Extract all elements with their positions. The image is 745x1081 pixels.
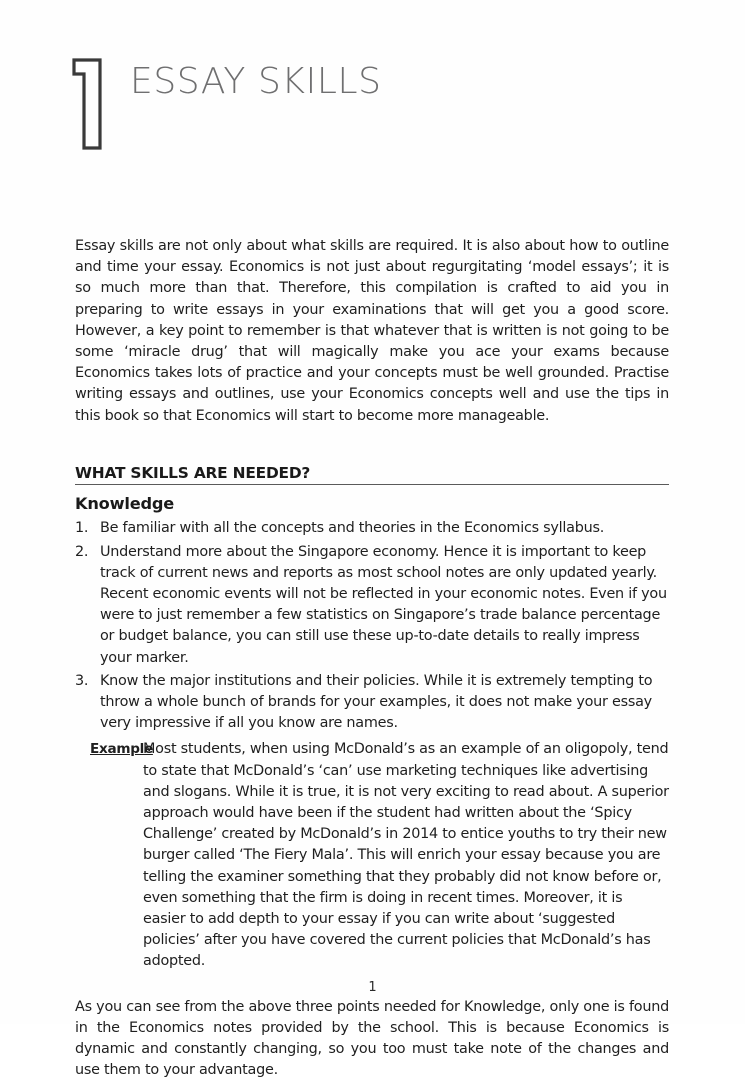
- chapter-header: [62, 52, 672, 162]
- intro-paragraph: Essay skills are not only about what skills are required. It is also about how to outline and time your essay. Economics is not just about regurgitating ‘model essays’; it is so much more than that. Therefore, this compilation is crafted to aid you in preparing to write essays in your examinations that will get you a good score. However, a key point to remember is that whatever that is written is not going to be some ‘miracle drug’ that will magically make you ace your exams because Economics takes lots of practice and your concepts must be well grounded. Practise writing essays and outlines, use your Economics concepts well and use the tips in this book so that Economics will start to become more manageable.: [75, 238, 669, 424]
- closing-paragraph: As you can see from the above three points needed for Knowledge, only one is found in the Economics notes provided by the school. This is because Economics is dynamic and constantly changing, so you too must take note of the changes and use them to your advantage.: [75, 998, 669, 1079]
- chapter-number-glyph: [62, 52, 124, 152]
- page-number: 1: [368, 980, 377, 995]
- list-item-text: Understand more about the Singapore economy. Hence it is important to keep track of current news and reports as most school notes are only updated yearly. Recent economic events will not be reflected in your economic notes. Even if you were to just remember a few statistics on Singapore’s trade balance percentage or budget balance, you can still use these up-to-date details to really impress your marker.: [100, 543, 667, 666]
- document-content: [75, 236, 669, 1081]
- sub-heading-knowledge: Knowledge: [75, 494, 175, 514]
- list-item-number: 3.: [75, 672, 89, 689]
- list-item: [75, 518, 669, 539]
- section-heading: WHAT SKILLS ARE NEEDED?: [75, 463, 311, 482]
- example-block: [90, 739, 669, 972]
- list-item-text: Be familiar with all the concepts and theories in the Economics syllabus.: [100, 520, 605, 537]
- list-item-number: 1.: [75, 520, 89, 537]
- list-item-number: 2.: [75, 543, 89, 560]
- chapter-title: ESSAY SKILLS: [130, 61, 382, 102]
- list-item-text: Know the major institutions and their policies. While it is extremely tempting to throw a whole bunch of brands for your examples, it does not make your essay very impressive if all you know are names.: [100, 672, 653, 732]
- example-text: Most students, when using McDonald’s as an example of an oligopoly, tend to state that McDonald’s ‘can’ use marketing techniques like advertising and slogans. While it is true, it is not very exciting to read about. A superior approach would have been if the student had written about the ‘Spicy Challenge’ created by McDonald’s in 2014 to entice youths to try their new burger called ‘The Fiery Mala’. This will enrich your essay because you are telling the examiner something that they probably did not know before or, even something that the firm is doing in recent times. Moreover, it is easier to add depth to your essay if you can write about ‘suggested policies’ after you have covered the current policies that McDonald’s has adopted.: [143, 741, 669, 970]
- example-label: Example: [90, 741, 153, 758]
- section-divider: [75, 484, 669, 486]
- list-item: [75, 542, 669, 669]
- skills-list: [75, 518, 669, 734]
- list-item: [75, 671, 669, 735]
- skills-section: [75, 464, 669, 973]
